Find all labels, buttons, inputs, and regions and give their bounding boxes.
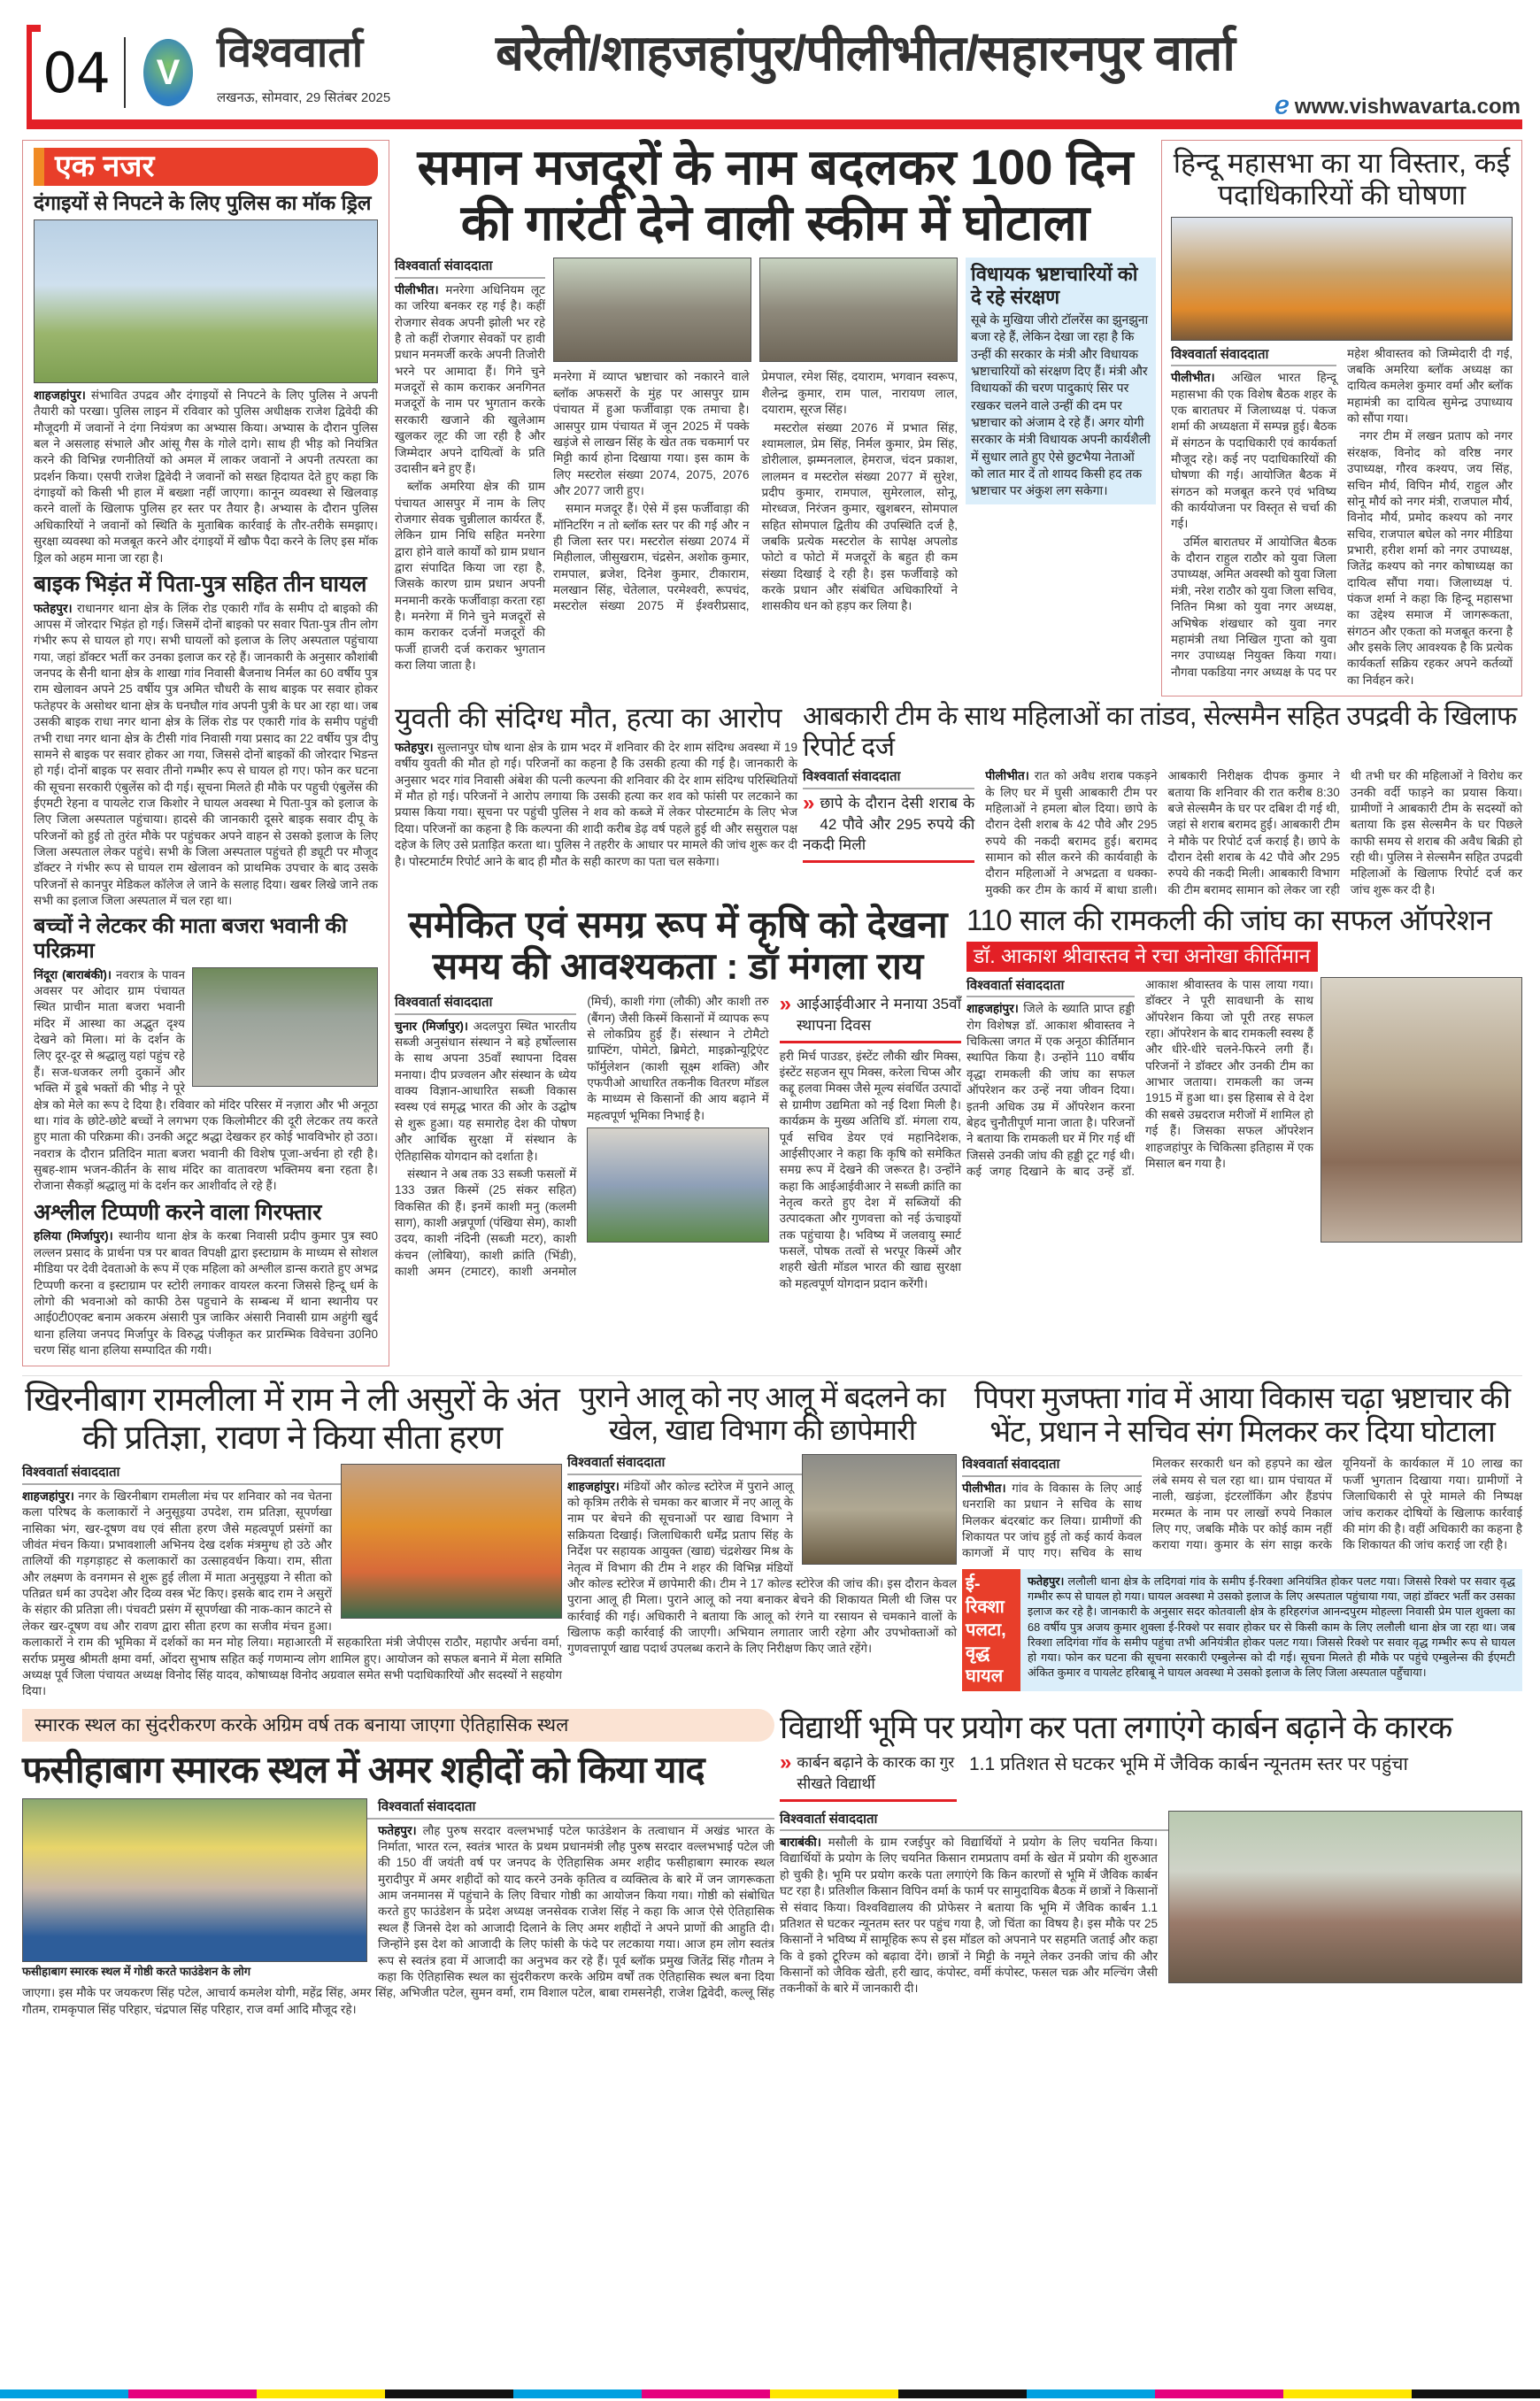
yuvati-body bbox=[395, 740, 797, 870]
erickshaw-body bbox=[1020, 1569, 1522, 1691]
brand-name: विश्ववार्ता bbox=[217, 29, 364, 76]
row-lower bbox=[395, 904, 1522, 1292]
vidyarthi-subhead: 1.1 प्रतिशत से घटकर भूमि में जैविक कार्बन न्यूनतम स्तर पर पहुंचा bbox=[969, 1753, 1408, 1774]
article-text: रात को अवैध शराब पकड़ने के लिए घर में घुसी आबकारी टीम पर महिलाओं ने हमला बोल दिया। छापे के दौरान देसी शराब के 42 पौवे और 295 रुपये की नकदी बरामद हुई। बरामद सामान को सील करने की कार्यवाही के दौरान महिलाओं ने अभद्रता व धक्का-मुक्की कर टीम के कार्य में बाधा डाली। आबकारी निरीक्षक दीपक कुमार ने बताया कि शनिवार की रात करीब 8:30 बजे सेल्समैन के घर पर दबिश दी गई थी, जहां से शराब बरामद हुई। आबकारी टीम ने मौके पर रिपोर्ट दर्ज कराई है। छापे के दौरान देसी शराब के 42 पौवे और 295 रुपये की नकदी मिली। आबकारी विभाग की टीम बरामद सामान को लेकर जा रही थी तभी घर की महिलाओं ने विरोध कर उनकी वर्दी फाड़ने का प्रयास किया। ग्रामीणों ने आबकारी टीम के सदस्यों को बताया कि इस सेल्समैन के घर पिछले काफी समय से शराब की अवैध बिक्री हो रही थी। पुलिस ने सेल्समैन सहित उपद्रवी महिलाओं के खिलाफ रिपोर्ट दर्ज कर जांच शुरू कर दी है। bbox=[985, 769, 1522, 897]
lead-col-2 bbox=[553, 258, 958, 675]
abkari-story bbox=[803, 702, 1522, 898]
abkari-body bbox=[803, 768, 1522, 898]
paragraph: अखिल भारत हिन्दू महासभा की एक विशेष बैठक शहर के एक बारातघर में जिलाध्यक्ष पं. पंकज शर्मा की अध्यक्षता में सम्पन्न हुई। बैठक में संगठन के पदाधिकारी एवं कार्यकर्ता मौजूद रहे। कई नए पदाधिकारियों की घोषणा की गई। आयोजित बैठक में संगठन को मजबूत करने एवं भविष्य की कार्ययोजना पर विस्तृत से चर्चा की गई। bbox=[1171, 371, 1336, 531]
byline: विश्ववार्ता संवाददाता bbox=[395, 994, 576, 1015]
photo-caption: फसीहाबाग स्मारक स्थल में गोष्ठी करते फाउंडेशन के लोग bbox=[22, 1965, 251, 1979]
paragraph: मस्टरोल संख्या 2076 में प्रभात सिंह, श्यामलाल, प्रेम सिंह, निर्मल कुमार, प्रेम सिंह, डोरीलाल, झम्मनलाल, हेमराज, चंदन प्रकाश, लालमन व मस्टरोल संख्या 2077 में सुरेश, प्रदीप कुमार, रामपाल, सुमेरलाल, सोनू, मोरध्वज, निरंजन कुमार, खुशबरन, सोमपाल सहित सोमपाल द्वितीय की उपस्थिति दर्ज है, जबकि प्रत्येक मस्टरोल के सापेक्ष अपलोड फोटो व फोटो में मजदूरों के बहुत ही कम संख्या दिखाई दे रही है। इस फर्जीवाड़े को करके प्रधान और संबंधित अधिकारियों ने शासकीय धन को हड़प कर लिया है। bbox=[761, 420, 958, 613]
pullquote-text: छापे के दौरान देसी शराब के 42 पौवे और 295 रुपये की नकदी मिली bbox=[803, 794, 975, 854]
ek-nazar-tag: एक नजर bbox=[34, 148, 378, 186]
dateline-place: फतेहपुर। bbox=[395, 741, 434, 754]
bike-headline: बाइक भिड़ंत में पिता-पुत्र सहित तीन घायल bbox=[34, 571, 367, 596]
pipra-story bbox=[962, 1381, 1522, 1561]
fasihabagh-headline: फसीहाबाग स्मारक स्थल में अमर शहीदों को किया याद bbox=[22, 1748, 705, 1790]
paragraph: अदलपुरा स्थित भारतीय सब्जी अनुसंधान संस्थान ने बड़े हर्षोल्लास के साथ अपना 35वाँ स्थापना दिवस मनाया। दीप प्रज्वलन और संस्थान के ध्येय वाक्य विज्ञान-आधारित सब्जी विकास स्वस्थ एवं समृद्ध भारत की ओर के उद्घोष से शुरू हुआ। यह समारोह देश की पोषण और आर्थिक सुरक्षा में संस्थान के ऐतिहासिक योगदान को दर्शाता है। bbox=[395, 1019, 577, 1163]
ramkali-body bbox=[966, 977, 1313, 1243]
lead-story bbox=[395, 140, 1156, 676]
workers-photo-1 bbox=[553, 258, 751, 362]
fasihabagh-kicker: स्मारक स्थल का सुंदरीकरण करके अग्रिम वर्ष तक बनाया जाएगा ऐतिहासिक स्थल bbox=[22, 1709, 774, 1742]
dateline-place: पीलीभीत। bbox=[985, 769, 1029, 783]
dateline-place: हलिया (मिर्जापुर)। bbox=[34, 1229, 113, 1243]
mockdrill-body bbox=[34, 388, 378, 566]
row-middle bbox=[395, 702, 1522, 898]
ramkali-story bbox=[966, 904, 1522, 1243]
yuvati-story bbox=[395, 702, 797, 870]
byline: विश्ववार्ता संवाददाता bbox=[567, 1454, 957, 1475]
krishi-body bbox=[395, 994, 961, 1292]
vidyarthi-headline: विद्यार्थी भूमि पर प्रयोग कर पता लगाएंगे कार्बन बढ़ाने के कारक bbox=[780, 1708, 1452, 1745]
fasihabagh-figure bbox=[22, 1798, 367, 1980]
mahasabha-body bbox=[1171, 346, 1513, 689]
aalu-story bbox=[567, 1381, 957, 1657]
lead-headline: समान मजदूरों के नाम बदलकर 100 दिन की गारंटी देने वाली स्कीम में घोटाला bbox=[417, 139, 1134, 250]
mahasabha-photo bbox=[1171, 217, 1513, 341]
byline: विश्ववार्ता संवाददाता bbox=[22, 1798, 774, 1820]
arrest-body bbox=[34, 1228, 378, 1358]
chevron-icon: » bbox=[803, 790, 815, 815]
byline: विश्ववार्ता संवाददाता bbox=[962, 1456, 1142, 1477]
article-text: मंडियों और कोल्ड स्टोरेज में पुराने आलू को कृत्रिम तरीके से चमका कर बाजार में नए आलू के नाम पर बेचने की सूचनाओं पर खाद्य विभाग ने सक्रियता दिखाई। जिलाधिकारी धर्मेंद्र प्रताप सिंह के निर्देश पर सहायक आयुक्त (खाद्य) चंद्रशेखर मिश्र के नेतृत्व में विभाग की टीम ने शहर की विभिन्न मंडियों और कोल्ड स्टोरेज में छापेमारी की। टीम ने 17 कोल्ड स्टोरेज की जांच की। इस दौरान केवल पुराना आलू ही मिला। पुराने आलू को नया बनाकर बेचने की शिकायत मिली थी जिस पर कार्रवाई की गई। अधिकारी ने बताया कि आलू को रंगने या रसायन से चमकाने वालों के खिलाफ कड़ी कार्रवाई की जाएगी। अभियान लगातार जारी रहेगा और उपभोक्ताओं को गुणवत्तापूर्ण खाद्य पदार्थ उपलब्ध कराने के लिए निरीक्षण किए जाते रहेंगे। bbox=[567, 1479, 957, 1656]
byline: विश्ववार्ता संवाददाता bbox=[1171, 346, 1336, 367]
website-link[interactable] bbox=[1274, 92, 1521, 119]
dateline-place: फतेहपुर। bbox=[378, 1823, 417, 1837]
fasihabagh-photo bbox=[22, 1798, 367, 1962]
article-text: संभावित उपद्रव और दंगाइयों से निपटने के लिए पुलिस ने अपनी तैयारी को परखा। पुलिस लाइन में रविवार को पुलिस अधीक्षक राजेश द्विवेदी की मौजूदगी में जवानों ने दंगा नियंत्रण का अभ्यास किया। अभ्यास के दौरान पुलिस बल ने असलाह संभाले और आंसू गैस के गोले दागे। साथ ही भीड़ को नियंत्रित करने की विभिन्न रणनीतियों को अमल में लाकर जवानों ने अपनी तत्परता का प्रदर्शन किया। एसपी राजेश द्विवेदी ने जवानों को सख्त हिदायत देते हुए कहा कि दंगाइयों को किसी भी हाल में बख्शा नहीं जाएगा। कानून व्यवस्था से खिलवाड़ करने वालों के खिलाफ पुलिस हर स्तर पर तैयार है। अभ्यास के दौरान पुलिस अधिकारियों ने जवानों को स्थिति के मुताबिक कार्रवाई के तौर-तरीके समझाए। सुरक्षा व्यवस्था को मजबूत करने और दंगाइयों में खौफ पैदा करने के लिए इस मॉक ड्रिल को अहम माना जा रहा है। bbox=[34, 388, 378, 565]
iivr-pullquote bbox=[780, 994, 961, 1043]
website-url: www.vishwavarta.com bbox=[1294, 95, 1521, 119]
article-text: ललौली थाना क्षेत्र के लदिगवां गांव के समीप ई-रिक्शा अनियंत्रित होकर पलट गया। जिससे रिक्शे पर सवार वृद्ध गम्भीर रूप से घायल हो गया। घायल अवस्था मे उसको इलाज के लिए अस्पताल पहुंचाया गया, जहां डॉक्टर भर्ती कर उसका इलाज कर रहे है। जानकारी के अनुसार सदर कोतवाली क्षेत्र के हरिहरगंज आनन्दपुरम मोहल्ला निवासी प्रेम पाल शुक्ला का 68 वर्षीय पुत्र अजय कुमार शुक्ला ई-रिक्शे पर सवार होकर घर से किसी काम के लिए ललौली थाना क्षेत्र जा रहा था। जब रिक्शा लदिगंवा गॉव के समीप पहुंचा तभी अनियंत्रीत होकर पलट गया। जिससे रिक्शे पर सवार वृद्ध गम्भीर रूप से घायल हो गया। फोन कर घटना की सूचना सरकारी एम्बुलेन्स को दी गई। सूचना मिलते ही मौके पर पहुंचे एम्बुलेन्स की ईएमटी अंकित कुमार व पायलेट हरिबाबू ने घायल अवस्था मे उसको इलाज के लिए जिला अस्पताल पहुँचाया। bbox=[1028, 1574, 1515, 1680]
dateline-place: निंदूरा (बाराबंकी)। bbox=[34, 967, 112, 981]
paragraph: मनरेगा में व्याप्त भ्रष्टाचार को नकारने वाले ब्लॉक अफसरों के मुंह पर आसपुर ग्राम पंचायत में हुआ फर्जीवाड़ा एक तमाचा है। आसपुर ग्राम पंचायत में जून 2025 में पक्के खड़ंजे से लाखन सिंह के खेत तक चकमार्ग पर मिट्टी कार्य होना दिखाया गया। इस काम के लिए मस्टरोल संख्या 2074, 2075, 2076 और 2077 जारी हुए। bbox=[553, 370, 750, 497]
erickshaw-headline: ई-रिक्शा पलटा, वृद्ध घायल bbox=[962, 1569, 1020, 1691]
article-text: सुल्तानपुर घोष थाना क्षेत्र के ग्राम भदर में शनिवार की देर शाम संदिग्ध अवस्था में 19 वर्षीय युवती की मौत हो गई। परिजनों का कहना है कि उसकी हत्या की गई है। जानकारी के अनुसार भदर गांव निवासी अंबेश की पत्नी कल्पना की शनिवार की देर शाम संदिग्ध परिस्थितियों में मौत हो गई। परिजनों ने आरोप लगाया कि उसकी हत्या कर शव को फांसी पर लटकाने का प्रयास किया गया। सूचना पर पहुंची पुलिस ने शव को कब्जे में लेकर पोस्टमार्टम के लिए भेज दिया। परिजनों का कहना है कि कल्पना की शादी करीब डेढ़ वर्ष पहले हुई थी और ससुराल पक्ष दहेज के लिए उसे प्रताड़ित करता था। पुलिस ने तहरीर के आधार पर मामले की जांच शुरू कर दी है। पोस्टमार्टम रिपोर्ट आने के बाद ही मौत के सही कारण का पता चल सकेगा। bbox=[395, 741, 797, 868]
top-right-area bbox=[395, 140, 1522, 1292]
arrest-headline: अश्लील टिप्पणी करने वाला गिरफ्तार bbox=[34, 1199, 322, 1225]
abkari-headline: आबकारी टीम के साथ महिलाओं का तांडव, सेल्समैन सहित उपद्रवी के खिलाफ रिपोर्ट दर्ज bbox=[803, 702, 1517, 762]
article-text: गांव के विकास के लिए आई धनराशि का प्रधान ने सचिव के साथ मिलकर बंदरबांट कर लिया। ग्रामीणों की शिकायत पर जांच हुई तो कई कार्य केवल कागजों में पाए गए। सचिव के साथ मिलकर सरकारी धन को हड़पने का खेल लंबे समय से चल रहा था। ग्राम पंचायत में नाली, खड़ंजा, इंटरलॉकिंग और हैंडपंप मरम्मत के नाम पर लाखों रुपये निकाल लिए गए, जबकि मौके पर कोई काम नहीं कराया गया। कुमार के संग साझ करके यूनियनों के कार्यकाल में 10 लाख का फर्जी भुगतान दिखाया गया। ग्रामीणों ने जिलाधिकारी से पूरे मामले की निष्पक्ष जांच कराकर दोषियों के खिलाफ कार्रवाई की मांग की है। वहीं अधिकारी का कहना है कि शिकायत की जांच कराई जा रही है। bbox=[962, 1457, 1522, 1560]
section-title: बरेली/शाहजहांपुर/पीलीभीत/सहारनपुर वार्ता bbox=[496, 25, 1235, 81]
ramkali-content bbox=[966, 977, 1522, 1243]
lead-col-2-text bbox=[553, 369, 958, 615]
parikrama-photo bbox=[192, 967, 378, 1087]
mla-sidebox bbox=[966, 258, 1156, 504]
paragraph: ब्लॉक अमरिया क्षेत्र की ग्राम पंचायत आसपुर में नाम के लिए रोजगार सेवक चुन्नीलाल कार्यरत हैं, लेकिन ग्राम निधि सहित मनरेगा द्वारा होने वाले कार्यों को ग्राम प्रधान द्वारा संपादित किया जा रहा है, जिसके कारण ग्राम प्रधान अपनी मनमानी करके फर्जीवाड़ा करता रहा है। मनरेगा में गिने चुने मजदूरों से काम कराकर दर्जनों मजदूरों की फर्जी हाजरी दर्ज कराकर भुगतान करा लिया जाता है। bbox=[395, 480, 545, 673]
pipra-body bbox=[962, 1456, 1522, 1561]
dateline-place: पीलीभीत। bbox=[962, 1481, 1006, 1495]
band-middle bbox=[22, 1375, 1522, 1699]
aalu-photo bbox=[802, 1454, 957, 1565]
dateline-place: चुनार (मिर्जापुर)। bbox=[395, 1019, 469, 1033]
byline: विश्ववार्ता संवाददाता bbox=[803, 768, 974, 789]
ramkali-tag: डॉ. आकाश श्रीवास्तव ने रचा अनोखा कीर्तिमान bbox=[966, 942, 1318, 972]
article-text: मसौली के ग्राम रजईपुर को विद्यार्थियों ने प्रयोग के लिए चयनित किया। विद्यार्थियों के प्रयोग के लिए चयनित किसान रामप्रताप वर्मा के खेत में प्रयोग की शुरुआत हो चुकी है। भूमि पर प्रयोग करके पता लगाएंगे कि किन कारणों से भूमि में जैविक कार्बन घट रहा है। प्रतिशील किसान विपिन वर्मा के फार्म पर सामुदायिक बैठक में छात्रों ने किसानों से संवाद किया। विश्वविद्यालय की प्रोफेसर ने बताया कि भूमि में जैविक कार्बन 1.1 प्रतिशत से घटकर न्यूनतम स्तर पर पहुंच गया है, जो चिंता का विषय है। इस मौके पर 25 किसानों ने भविष्य में सामूहिक रूप से इस मॉडल को अपनाने पर सहमति जताई और कहा कि वे इको टूरिज्म को बढ़ावा देंगे। छात्रों ने मिट्टी के नमूने लेकर उनकी जांच की और किसानों को जैविक खेती, हरी खाद, कंपोस्ट, वर्मी कंपोस्ट, फसल चक्र और मल्चिंग जैसी तकनीकों के बारे में जानकारी दी। bbox=[780, 1835, 1158, 1996]
byline: विश्ववार्ता संवाददाता bbox=[966, 977, 1135, 998]
article-text: नवरात्र के पावन अवसर पर ओदार ग्राम पंचायत स्थित प्राचीन माता बजरा भवानी मंदिर में आस्था का अद्भुत दृश्य देखने को मिला। मां के दर्शन के लिए दूर-दूर से श्रद्धालु यहां पहुंच रहे हैं। सज-धजकर लगी दुकानें और भक्ति में डूबे भक्तों की भीड़ ने पूरे क्षेत्र को मेले का रूप दे दिया है। रविवार को मंदिर परिसर में नज़ारा और भी अनूठा था। गांव के छोटे-छोटे बच्चों ने लगभग एक किलोमीटर की दूरी लेटकर तय करते हुए माता की परिक्रमा की। उनकी अटूट श्रद्धा देखकर हर कोई भावविभोर हो उठा। नवरात्र के दौरान प्रतिदिन माता बजरा भवानी की विशेष पूजा-अर्चना हो रही है। सुबह-शाम भजन-कीर्तन के साथ मंदिर का वातावरण भक्तिमय बना रहता है। रोजाना सैकड़ों श्रद्धालु मां के दर्शन कर आशीर्वाद ले रहे हैं। bbox=[34, 967, 378, 1193]
dateline-place: पीलीभीत। bbox=[1171, 371, 1215, 385]
byline: विश्ववार्ता संवाददाता bbox=[22, 1464, 562, 1485]
lead-grid bbox=[395, 258, 1156, 675]
paragraph: हरी मिर्च पाउडर, इंस्टेंट लौकी खीर मिक्स, इंस्टेंट सहजन सूप मिक्स, करेला चिप्स और कद्दू हलवा मिक्स जैसे मूल्य संवर्धित उत्पादों से ग्रामीण उद्यमिता को नई दिशा मिली है। कार्यक्रम के मुख्य अतिथि डॉ. मंगला राय, पूर्व सचिव डेयर एवं महानिदेशक, आईसीएआर ने कहा कि कृषि को समेकित समग्र रूप में देखने की जरूरत है। उन्होंने कहा कि आईआईवीआर ने सब्जी क्रांति का नेतृत्व करते हुए देश में सब्जियों की उत्पादकता और गुणवत्ता को नई ऊंचाइयों तक पहुंचाया है। भविष्य में जलवायु स्मार्ट फसलें, पोषक तत्वों से भरपूर किस्में और शहरी खेती मॉडल भारत की खाद्य सुरक्षा को महत्वपूर्ण योगदान प्रदान करेंगी। bbox=[779, 1049, 961, 1290]
khirnibagh-headline: खिरनीबाग रामलीला में राम ने ली असुरों के अंत की प्रतिज्ञा, रावण ने किया सीता हरण bbox=[25, 1381, 559, 1457]
paragraph: उर्मिल बारातघर में आयोजित बैठक के दौरान राहुल राठौर को युवा जिला उपाध्यक्ष, अमित अवस्थी को युवा जिला मंत्री, नरेश राठौर को युवा जिला सचिव, नितिन मिश्रा को युवा नगर अध्यक्ष, अभिषेक शंखधार को युवा नगर महामंत्री तथा निखिल गुप्ता को युवा नगर उपाध्यक्ष नियुक्त किया गया। नौगवा पकडिया नगर अध्यक्ष के पद पर महेश श्रीवास्तव को जिम्मेदारी दी गई, जबकि अमरिया ब्लॉक अध्यक्ष का दायित्व कमलेश कुमार वर्मा और ब्लॉक महामंत्री का दायित्व सुमेन्द्र उपाध्याय को सौंपा गया। bbox=[1171, 346, 1513, 679]
print-color-bars bbox=[0, 2389, 1540, 2398]
paragraph: नगर टीम में लखन प्रताप को नगर संरक्षक, विनोद को वरिष्ठ नगर उपाध्यक्ष, गौरव कश्यप, जय सिंह, सचिन मौर्य, विपिन मौर्य, राहुल और सोनू मौर्य को नगर मंत्री, राजपाल मौर्य, विनोद मौर्य, प्रमोद कश्यप को नगर सचिव, राजपाल बघेल को नगर मीडिया प्रभारी, हरीश शर्मा को नगर उपाध्यक्ष, जितेंद्र कश्यप को नगर कोषाध्यक्ष का दायित्व सौंपा गया। जिलाध्यक्ष पं. पंकज शर्मा ने कहा कि हिन्दू महासभा का उद्देश्य समाज में जागरूकता, संगठन और एकता को मजबूत करना है और इसके लिए आवश्यक है कि प्रत्येक कार्यकर्ता सक्रिय रहकर अपने कर्तव्यों का निर्वहन करे। bbox=[1347, 429, 1513, 687]
dateline-place: फतेहपुर। bbox=[1028, 1574, 1065, 1588]
page-number: 04 bbox=[42, 41, 109, 105]
masthead-frame bbox=[27, 25, 41, 127]
dateline-place: बाराबंकी। bbox=[780, 1835, 821, 1850]
vidyarthi-pullquote bbox=[780, 1752, 957, 1802]
ek-nazar-column bbox=[22, 140, 389, 1366]
row-lead bbox=[395, 140, 1522, 696]
mahasabha-headline: हिन्दू महासभा का या विस्तार, कई पदाधिकारियों की घोषणा bbox=[1173, 147, 1511, 211]
erickshaw-box bbox=[962, 1569, 1522, 1691]
krishi-headline: समेकित एवं समग्र रूप में कृषि को देखना समय की आवश्यकता : डॉ मंगला राय bbox=[408, 904, 948, 988]
article-text: राधानगर थाना क्षेत्र के लिंक रोड एकारी गाँव के समीप दो बाइको की आपस में जोरदार भिड़ंत हो गई। जिसमें दोनों बाइको पर सवार पिता-पुत्र तीन लोग गंभीर रूप से घायल हो गए। सभी घायलों को इलाज के लिए अस्पताल पहुंचाया गया, जहां डॉक्टर भर्ती कर उनका इलाज कर रहे हैं। जानकारी के अनुसार कौशांबी जनपद के सैनी थाना क्षेत्र के शाखा गांव निवासी बैजनाथ निर्मल का 60 वर्षीय पुत्र राम खेलावन अपने 25 वर्षीय पुत्र अमित चौधरी के साथ बाइक पर सवार होकर फतेहपर के असोथर थाना क्षेत्र के घनघौल गांव अपनी पुत्री के घर आ रहा था। जब उसकी बाइक राधा नगर थाना क्षेत्र के लिंक रोड पर एकारी गांव के समीप पहुंची तभी राधा नगर थाना क्षेत्र के टीसी गांव निवासी गया प्रसाद का 22 वर्षीय पुत्र दीपु सामने से बाइक पर सवार होकर आ गया, जिससे दोनों बाइकों की जोरदार भिडन्त हो गई। दोनों बाइक पर सवार तीनो गम्भीर रूप से घायल हो गए। फोन कर घटना की सूचना सरकारी एंबुलेंस को दी गई। सूचना मिलते ही मौके पर पहुची एंबुलेंस की ईएमटी रेहना व पायलेट राज किशोर ने घायल अवस्था मे पिता-पुत्र को इलाज के लिए जिला अस्पताल पहुंचाया। हादसे की जानकारी दूसरे बाइक सवार दीपू के परिजनों को हुई तो तुरंत मौके पर पहुंचकर अपने वाहन से उसको इलाज के लिए जिला अस्पताल लेकर पहुंचे। सभी के जिला अस्पताल पहुंचते ही ड्यूटी पर मौजूद डॉक्टर ने गंभीर रूप से घायल राम खेलावन को प्राथमिक उपचार के बाद उसके परिजनों से कानपुर मेडिकल कॉलेज ले जाने के सलाह दिया। खबर लिखे जाने तक सभी का इलाज जिला अस्पताल में चल रहा था। bbox=[34, 601, 378, 908]
vishwavarta-logo-icon: V bbox=[143, 39, 193, 106]
dateline-place: शाहजहांपुर। bbox=[567, 1479, 620, 1493]
dateline-place: शाहजहांपुर। bbox=[966, 1002, 1019, 1016]
dateline-place: पीलीभीत। bbox=[395, 282, 439, 296]
bike-body bbox=[34, 601, 378, 910]
paragraph: संस्थान ने अब तक 33 सब्जी फसलों में 133 उन्नत किस्में (25 संकर सहित) विकसित की हैं। इनमें काशी मनु (कलमी साग), काशी अन्नपूर्णा (पंखिया सेम), काशी उदय, काशी नंदिनी (सब्जी मटर), काशी कंचन (लोबिया), काशी क्रांति (भिंडी), काशी अमन (टमाटर), काशी अनमोल (मिर्च), काशी गंगा (लौकी) और काशी तरु (बैंगन) जैसी किस्में किसानों में व्यापक रूप से लोकप्रिय हुई हैं। संस्थान ने टोमैटो ग्राफ्टिंग, पोमेटो, ब्रिमेटो, माइक्रोन्यूट्रिएंट फॉर्मुलेशन (काशी सूक्ष्म शक्ति) और एफपीओ आधारित तकनीक वितरण मॉडल के माध्यम से किसानों की आय बढ़ाने में महत्वपूर्ण भूमिका निभाई है। bbox=[395, 995, 769, 1279]
pullquote-text: कार्बन बढ़ाने के कारक का गुर सीखते विद्यार्थी bbox=[797, 1753, 955, 1792]
masthead-red-bar bbox=[27, 119, 1522, 129]
paragraph: समान मजदूर हैं। ऐसे में इस फर्जीवाड़ा की मॉनिटरिंग न तो ब्लॉक स्तर पर की गई और न ही जिला स्तर पर। मस्टरोल संख्या 2074 में मिहीलाल, जीसुखराम, चंद्रसेन, अशोक कुमार, रामपाल, ब्रजेश, दिनेश कुमार, टीकाराम, मलखान सिंह, चेतेलाल, परमेश्वरी, रूपचंद, मस्टरोल संख्या 2075 में ईश्वरीप्रसाद, प्रेमपाल, रमेश सिंह, दयाराम, भगवान स्वरूप, शैलेन्द्र कुमार, राम पाल, नारायण लाल, दयाराम, सूरज सिंह। bbox=[553, 370, 958, 613]
band-top bbox=[22, 140, 1522, 1366]
sidebox-text: सूबे के मुखिया जीरो टॉलरेंस का झुनझुना बजा रहे हैं, लेकिन देखा जा रहा है कि उन्हीं की सरकार के मंत्री और विधायक भ्रष्टाचारियों को संरक्षण दिए हैं। मंत्री और विधायकों की चरण पादुकाएं सिर पर रखकर चलने वाले उन्हीं की दम पर भ्रष्टाचार को अंजाम दे रहे हैं। अगर योगी सरकार के मंत्री विधायक अपनी कार्यशैली में सुधार लाते हुए ऐसे छुटभैया नेताओं को लात मार दें तो शायद किसी हद तक भ्रष्टाचार पर अंकुश लग सकेगा। bbox=[971, 312, 1151, 498]
byline: विश्ववार्ता संवाददाता bbox=[780, 1811, 1522, 1832]
workers-photo-2 bbox=[759, 258, 958, 362]
parikrama-headline: बच्चों ने लेटकर की माता बजरा भवानी की परिक्रमा bbox=[34, 914, 348, 964]
paragraph: मनरेगा अधिनियम लूट का जरिया बनकर रह गई है। कहीं रोजगार सेवक अपनी झोली भर रहे है तो कहीं रोजगार सेवकों पर हावी प्रधान मनमर्जी करके अपनी तिजोरी भरने पर आमादा हैं। गिने चुने मजदूरों से काम कराकर अनगिनत मजदूरों के नाम पर भुगतान करके सरकारी खजाने की खुलेआम खुलकर लूट की जा रही है और जिम्मेदार अपने दायित्वों के प्रति उदासीन बने हुए हैं। bbox=[395, 282, 545, 475]
band-bottom bbox=[22, 1709, 1522, 2018]
divider bbox=[124, 37, 126, 108]
ramleela-photo bbox=[341, 1464, 562, 1619]
dateline-place: शाहजहांपुर। bbox=[22, 1489, 74, 1503]
mockdrill-photo bbox=[34, 219, 378, 383]
pipra-headline: पिपरा मुजफ्ता गांव में आया विकास चढ़ा भ्रष्टाचार की भेंट, प्रधान ने सचिव संग मिलकर कर दिया घोटाला bbox=[974, 1381, 1511, 1450]
pipra-column bbox=[962, 1381, 1522, 1690]
dateline-place: फतेहपुर। bbox=[34, 601, 73, 615]
fasihabagh-story bbox=[22, 1709, 774, 2018]
dateline-place: शाहजहांपुर। bbox=[34, 388, 86, 402]
article-text: स्थानीय थाना क्षेत्र के करबा निवासी प्रदीप कुमार पुत्र स्व0 लल्लन प्रसाद के प्रार्थना पत्र पर बावत विपक्षी द्वारा इस्टाग्राम के माध्यम से सोशल मीडिया पर देवी देवताओ के रूप में एक महिला को अश्लील डान्स कराते हुए अभद्र टिप्पणी करना व इस्टाग्राम पर स्टोरी लगाकर वायरल करना जिससे हिन्दू धर्म के लोगो की भवनाओ को काफी ठेस पहुचाने के सम्बन्ध में थाना स्थानीय पर आई0टी0एक्ट बनाम अकरम अंसारी पुत्र जाकिर अंसारी निवासी ग्राम अहुंगी खुर्द थाना हलिया जनपद मिर्जापुर के विरुद्ध पंजीकृत कर प्रारम्भिक विवेचना उ0नि0 चरण सिंह थाना हलिया सम्पादित की गयी। bbox=[34, 1229, 378, 1357]
browser-e-icon: ℯ bbox=[1274, 91, 1290, 119]
hindu-mahasabha-story bbox=[1161, 140, 1522, 696]
sidebox-headline: विधायक भ्रष्टाचारियों को दे रहे संरक्षण bbox=[971, 263, 1138, 308]
article-text: नगर के खिरनीबाग रामलीला मंच पर शनिवार को नव चेतना कला परिषद के कलाकारों ने अनुसूइया उपदेश, राम प्रतिज्ञा, सूपर्णखा नासिका भंग, खर-दूषण वध एवं सीता हरण जैसे महत्वपूर्ण प्रसंगों का जीवंत मंचन किया। प्रभावशाली अभिनय देख दर्शक मंत्रमुग्ध हो उठे और तालियों की गड़गड़ाहट से कलाकारों का उत्साहवर्धन किया। राम, सीता और लक्ष्मण के वनगमन से शुरू हुई लीला में माता अनुसूइया ने सीता को पतिव्रत धर्म का उपदेश और दिव्य वस्त्र भेंट किए। इसके बाद राम ने असुरों के संहार की प्रतिज्ञा ली। पंचवटी प्रसंग में सूपर्णखा की नाक-कान काटने से लेकर खर-दूषण वध और रावण द्वारा सीता हरण का सजीव मंचन हुआ। कलाकारों ने राम की भूमिका में दर्शकों का मन मोह लिया। महाआरती में सहकारिता मंत्री जेपीएस राठौर, महापौर अर्चना वर्मा, सर्राफ प्रमुख श्रीमती क्षमा वर्मा, ओंदरा सुभाष सहित कई गणमान्य लोग शामिल हुए। आयोजन को सफल बनाने में मेला समिति अध्यक्ष पूर्व जिला पंचायत अध्यक्ष विनोद सिंह यादव, कोषाध्यक्ष विनोद अग्रवाल समेत सभी पदाधिकारियों और सदस्यों ने सहयोग दिया। bbox=[22, 1489, 562, 1698]
dateline: लखनऊ, सोमवार, 29 सितंबर 2025 bbox=[217, 90, 391, 105]
chevron-icon: » bbox=[780, 1750, 792, 1774]
yuvati-headline: युवती की संदिग्ध मौत, हत्या का आरोप bbox=[395, 702, 782, 735]
article-text: लौह पुरुष सरदार वल्लभभाई पटेल फाउंडेशन के तत्वाधान में अखंड भारत के निर्माता, भारत रत्न, स्वतंत्र भारत के प्रथम प्रधानमंत्री लौह पुरुष सरदार वल्लभभाई पटेल जी की 150 वीं जयंती वर्ष पर जनपद के ऐतिहासिक अमर शहीद फसीहाबाग स्मारक स्थल मुरादीपुर में अमर शहीदों को याद करने उनके कृतित्व व व्यक्तित्व के बारे में जन जागरूकता आम जनमानस में पहुंचाने के लिए विचार गोष्ठी का आयोजन किया गया। गोष्ठी को संबोधित करते हुए फाउंडेशन के प्रदेश अध्यक्ष जनसेवक राजेश सिंह ने कहा कि आज ऐसे ऐतिहासिक स्थल हैं जिनसे देश को आजादी दिलाने के लिए अमर शहीदों ने अपने प्राणों की आहुति दी। जिन्होंने इस देश को आजादी के लिए फांसी के फंदे पर लटकाया गया। आज हम लोग स्वतंत्र रूप से स्वतंत्र हवा में आजादी का अनुभव कर रहे हैं। पूर्व ब्लॉक प्रमुख जितेंद्र सिंह गौतम ने कहा कि ऐतिहासिक स्थल का सुंदरीकरण करके अग्रिम वर्षों तक ऐतिहासिक स्थल बना दिया जाएगा। इस मौके पर जयकरण सिंह पटेल, आचार्य कमलेश योगी, महेंद्र सिंह, अमर सिंह, अभिजीत पटेल, सुमन वर्मा, राम विशाल पटेल, बाबा रामसनेही, राजेश द्विवेदी, कल्लू सिंह गौतम, रामकृपाल सिंह परिहार, चंद्रपाल सिंह परिहार, राज वर्मा आदि मौजूद रहे। bbox=[22, 1823, 774, 2016]
byline: विश्ववार्ता संवाददाता bbox=[395, 258, 545, 279]
article-text: जिले के ख्याति प्राप्त हड्डी रोग विशेषज्ञ डॉ. आकाश श्रीवास्तव ने चिकित्सा जगत में एक अनूठा कीर्तिमान स्थापित किया है। उन्होंने 110 वर्षीय वृद्धा रामकली की जांघ का सफल ऑपरेशन कर उन्हें नया जीवन दिया। इतनी अधिक उम्र में ऑपरेशन करना बेहद चुनौतीपूर्ण माना जाता है। परिजनों ने बताया कि रामकली घर में गिर गई थीं जिससे उनकी जांघ की हड्डी टूट गई थी। कई जगह दिखाने के बाद उन्हें डॉ. आकाश श्रीवास्तव के पास लाया गया। डॉक्टर ने पूरी सावधानी के साथ ऑपरेशन किया जो पूरी तरह सफल रहा। ऑपरेशन के बाद रामकली स्वस्थ हैं और धीरे-धीरे चलने-फिरने लगी हैं। परिजनों ने डॉक्टर और उनकी टीम का आभार जताया। रामकली का जन्म 1915 में हुआ था। इस हिसाब से वे देश की सबसे उम्रदराज मरीजों में शामिल हो गई हैं। जिसका सफल ऑपरेशन शाहजहांपुर के चिकित्सा इतिहास में एक मिसाल बन गया है। bbox=[966, 977, 1313, 1178]
krishi-story bbox=[395, 904, 961, 1292]
khirnibagh-story bbox=[22, 1381, 562, 1699]
chevron-icon: » bbox=[779, 992, 792, 1017]
vidyarthi-kicker-row bbox=[780, 1752, 1522, 1807]
aalu-headline: पुराने आलू को नए आलू में बदलने का खेल, खाद्य विभाग की छापेमारी bbox=[579, 1381, 945, 1447]
vidyarthi-photo bbox=[1168, 1811, 1522, 1983]
abkari-pullquote bbox=[803, 790, 975, 863]
mockdrill-headline: दंगाइयों से निपटने के लिए पुलिस का मॉक ड्रिल bbox=[34, 190, 372, 214]
ramkali-photo bbox=[1321, 977, 1522, 1243]
vidyarthi-story bbox=[780, 1709, 1522, 1997]
pullquote-text: आईआईवीआर ने मनाया 35वाँ स्थापना दिवस bbox=[797, 996, 961, 1034]
ramkali-headline: 110 साल की रामकली की जांघ का सफल ऑपरेशन bbox=[966, 904, 1492, 937]
iivr-photo bbox=[587, 1127, 768, 1243]
lead-col-1 bbox=[395, 258, 545, 675]
